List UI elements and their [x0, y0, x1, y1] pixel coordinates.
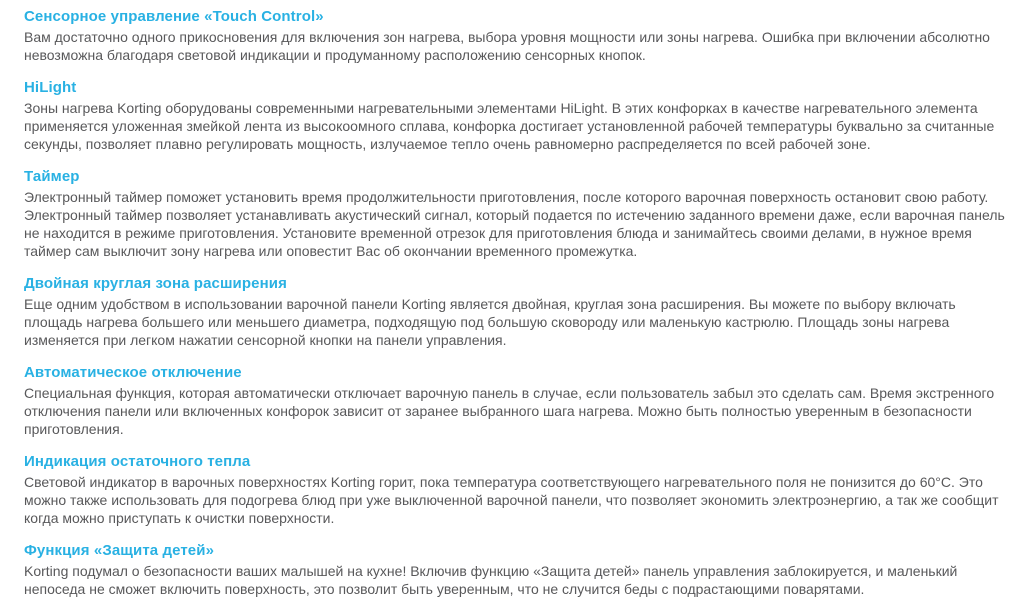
feature-section-double-zone: [24, 275, 1005, 349]
feature-section-child-lock: [24, 542, 1005, 598]
section-heading: HiLight: [24, 79, 77, 96]
section-heading: Двойная круглая зона расширения: [24, 275, 287, 292]
feature-section-hilight: [24, 79, 1005, 153]
section-paragraph: Электронный таймер поможет установить время продолжительности приготовления, после которого варочная поверхность остановит свою работу. Электронный таймер позволяет устанавливать акустический сигнал, который подается по истечению заданного времени даже, если варочная панель не находится в режиме приготовления. Установите временной отрезок для приготовления блюда и занимайтесь своими делами, в нужное время таймер сам выключит зону нагрева или оповестит Вас об окончании временного промежутка.: [24, 189, 1005, 259]
feature-section-auto-off: [24, 364, 1005, 438]
section-paragraph: Зоны нагрева Korting оборудованы современными нагревательными элементами HiLight. В этих конфорках в качестве нагревательного элемента применяется уложенная змейкой лента из высокоомного сплава, конфорка достигает установленной рабочей температуры буквально за считанные секунды, позволяет плавно регулировать мощность, излучаемое тепло очень равномерно распределяется по всей рабочей зоне.: [24, 100, 995, 152]
section-paragraph: Световой индикатор в варочных поверхностях Korting горит, пока температура соответствующего нагревательного поля не понизится до 60°С. Это можно также использовать для подогрева блюд при уже выключенной варочной панели, что позволяет экономить электроэнергию, а так же сообщит когда можно приступать к очистки поверхности.: [24, 474, 999, 526]
feature-section-touch-control: [24, 8, 1005, 64]
section-heading: Индикация остаточного тепла: [24, 453, 251, 470]
section-paragraph: Специальная функция, которая автоматически отключает варочную панель в случае, если пользователь забыл это сделать сам. Время экстренного отключения панели или включенных конфорок зависит от заранее выбранного шага нагрева. Можно быть полностью уверенным в безопасности приготовления.: [24, 385, 995, 437]
section-paragraph: Вам достаточно одного прикосновения для включения зон нагрева, выбора уровня мощности или зоны нагрева. Ошибка при включении абсолютно невозможна благодаря световой индикации и продуманному расположению сенсорных кнопок.: [24, 29, 990, 63]
section-heading: Сенсорное управление «Touch Control»: [24, 8, 324, 25]
section-heading: Автоматическое отключение: [24, 364, 242, 381]
feature-section-residual-heat: [24, 453, 1005, 527]
section-heading: Функция «Защита детей»: [24, 542, 215, 559]
features-content: [24, 8, 1005, 598]
feature-section-timer: [24, 168, 1005, 260]
section-paragraph: Korting подумал о безопасности ваших малышей на кухне! Включив функцию «Защита детей» панель управления заблокируется, и маленький непоседа не сможет включить поверхность, это позволит быть уверенным, что не случится беды с подрастающими поварятами.: [24, 563, 958, 597]
section-heading: Таймер: [24, 168, 80, 185]
section-paragraph: Еще одним удобством в использовании варочной панели Korting является двойная, круглая зона расширения. Вы можете по выбору включать площадь нагрева большего или меньшего диаметра, подходящую под большую сковороду или маленькую кастрюлю. Площадь зоны нагрева изменяется при легком нажатии сенсорной кнопки на панели управления.: [24, 296, 956, 348]
